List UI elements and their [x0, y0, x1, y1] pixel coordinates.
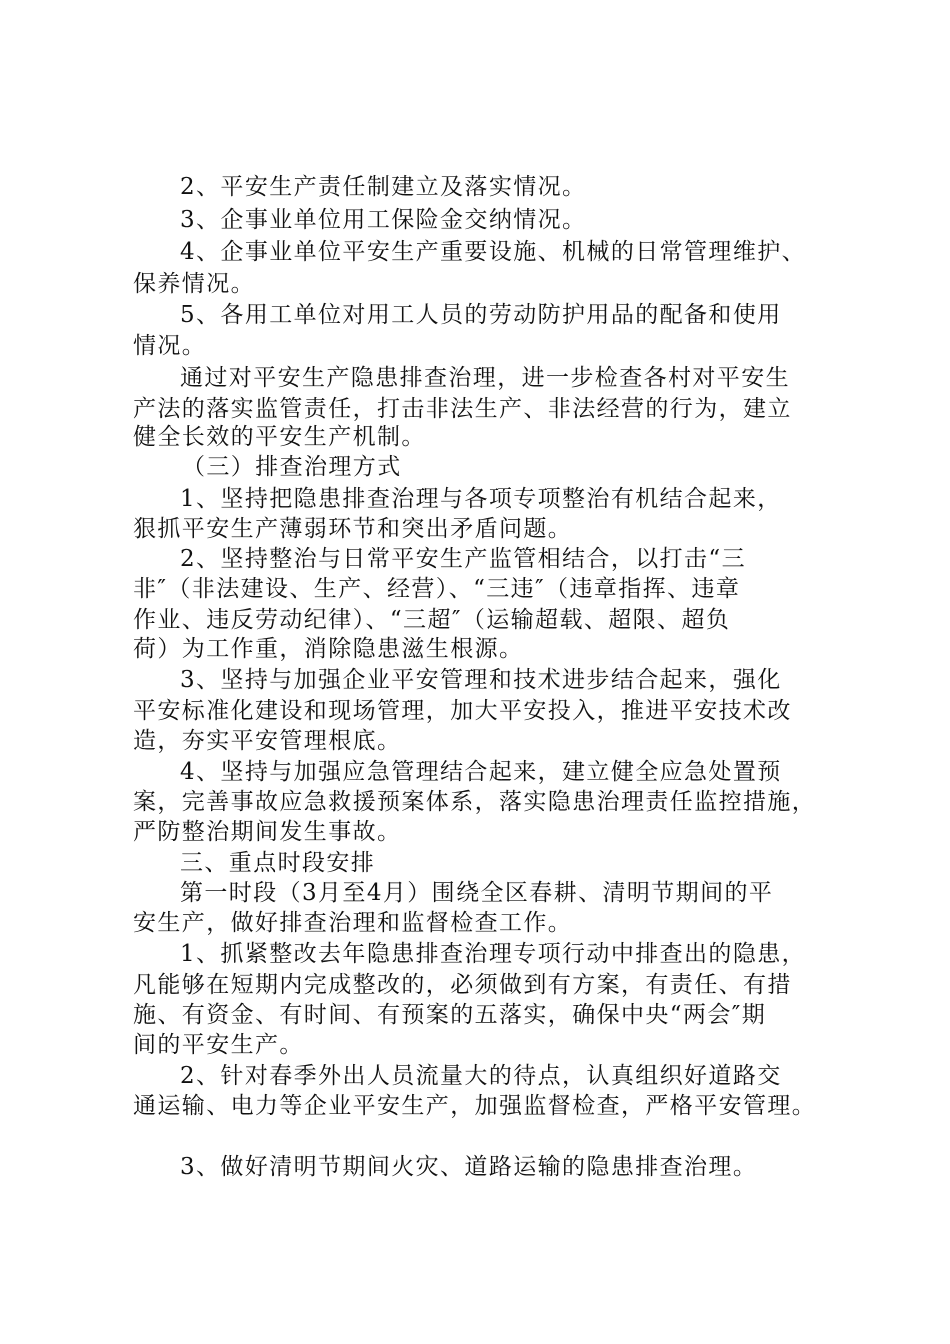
- text-line: 安生产，做好排查治理和监督检查工作。: [133, 910, 573, 936]
- text-line: 健全长效的平安生产机制。: [133, 424, 426, 450]
- text-line: 保养情况。: [133, 271, 255, 297]
- text-line: 荷）为工作重，消除隐患滋生根源。: [133, 636, 524, 662]
- text-line: 2、平安生产责任制建立及落实情况。: [180, 174, 587, 200]
- text-line: 5、各用工单位对用工人员的劳动防护用品的配备和使用: [180, 302, 782, 328]
- text-line: 凡能够在短期内完成整改的，必须做到有方案，有责任、有措: [133, 972, 792, 998]
- text-line: 1、坚持把隐患排查治理与各项专项整治有机结合起来，: [180, 486, 782, 512]
- text-line: 2、针对春季外出人员流量大的待点，认真组织好道路交: [180, 1063, 782, 1089]
- text-line: 第一时段（3月至4月）围绕全区春耕、清明节期间的平: [180, 880, 774, 906]
- text-line: 通过对平安生产隐患排查治理，进一步检查各村对平安生: [180, 365, 790, 391]
- text-line: 2、坚持整治与日常平安生产监管相结合，以打击“三: [180, 546, 746, 572]
- text-line: 4、企事业单位平安生产重要设施、机械的日常管理维护、: [180, 239, 807, 265]
- text-line: 情况。: [133, 333, 207, 359]
- text-line: 3、做好清明节期间火灾、道路运输的隐患排查治理。: [180, 1154, 758, 1180]
- text-line: 案，完善事故应急救援预案体系，落实隐患治理责任监控措施，: [133, 789, 817, 815]
- section-heading: （三）排查治理方式: [182, 454, 402, 480]
- text-line: 4、坚持与加强应急管理结合起来，建立健全应急处置预: [180, 759, 782, 785]
- text-line: 施、有资金、有时间、有预案的五落实，确保中央“两会″期: [133, 1002, 767, 1028]
- text-line: 间的平安生产。: [133, 1032, 304, 1058]
- text-line: 产法的落实监管责任，打击非法生产、非法经营的行为，建立: [133, 396, 792, 422]
- text-line: 通运输、电力等企业平安生产，加强监督检查，严格平安管理。: [133, 1093, 817, 1119]
- text-line: 狠抓平安生产薄弱环节和突出矛盾问题。: [133, 516, 573, 542]
- text-line: 1、抓紧整改去年隐患排查治理专项行动中排查出的隐患，: [180, 941, 807, 967]
- text-line: 造，夯实平安管理根底。: [133, 728, 402, 754]
- text-line: 3、企事业单位用工保险金交纳情况。: [180, 207, 587, 233]
- section-heading: 三、重点时段安排: [180, 850, 376, 876]
- text-line: 严防整治期间发生事故。: [133, 819, 402, 845]
- text-line: 作业、违反劳动纪律）、“三超″（运输超载、超限、超负: [133, 607, 731, 633]
- text-line: 平安标准化建设和现场管理，加大平安投入，推进平安技术改: [133, 698, 792, 724]
- text-line: 3、坚持与加强企业平安管理和技术进步结合起来，强化: [180, 667, 782, 693]
- text-line: 非″（非法建设、生产、经营）、“三违″（违章指挥、违章: [133, 576, 741, 602]
